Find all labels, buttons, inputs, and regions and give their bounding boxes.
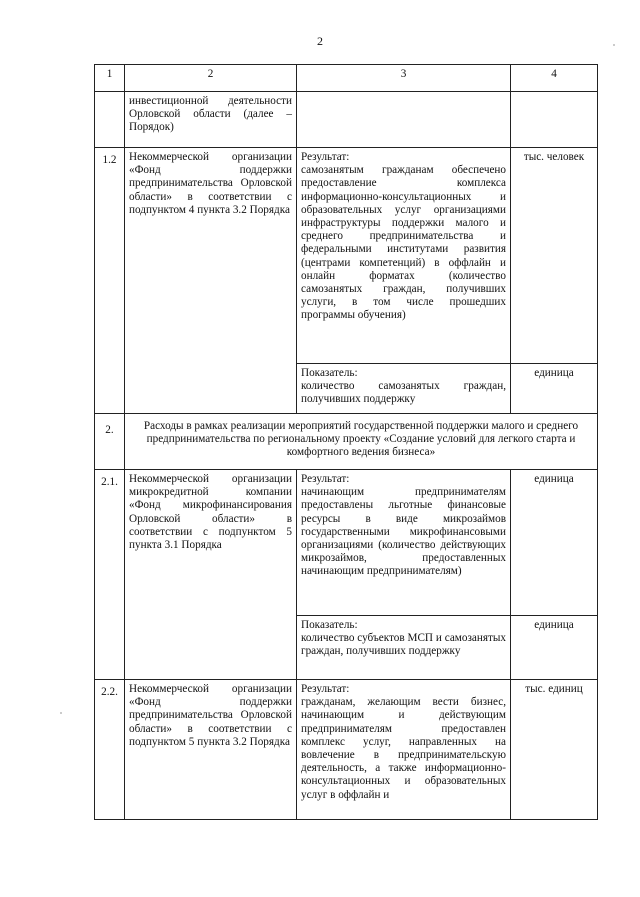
organization-cell: инвестиционной деятельности Орловской области (далее – Порядок)	[125, 92, 297, 148]
header-cell: 4	[511, 65, 598, 92]
unit-cell: тыс. человек	[511, 148, 598, 364]
section-number: 2.	[95, 414, 125, 470]
result-cell: Результат: начинающим предпринимателям предоставлены льготные финансовые ресурсы в виде микрозаймов государственными микрофинансовыми организациями (количество действующих микрозаймов, предоставленных начинающим предпринимателям)	[297, 470, 511, 616]
row-number: 1.2	[95, 148, 125, 414]
section-row	[95, 414, 598, 470]
table-row	[95, 92, 598, 148]
unit-cell: тыс. единиц	[511, 680, 598, 820]
organization-cell: Некоммерческой организации микрокредитной компании «Фонд микрофинансирования Орловской области» в соответствии с подпунктом 5 пункта 3.1 Порядка	[125, 470, 297, 680]
organization-cell: Некоммерческой организации «Фонд поддержки предпринимательства Орловской области» в соответствии с подпунктом 5 пункта 3.2 Порядка	[125, 680, 297, 820]
table-row	[95, 680, 598, 820]
unit-cell: единица	[511, 470, 598, 616]
result-cell	[297, 92, 511, 148]
page-number: 2	[317, 34, 323, 48]
indicator-cell: Показатель: количество субъектов МСП и самозанятых граждан, получивших поддержку	[297, 616, 511, 680]
funding-table	[94, 64, 598, 820]
table-row	[95, 470, 598, 616]
unit-cell: единица	[511, 616, 598, 680]
header-cell: 3	[297, 65, 511, 92]
section-title: Расходы в рамках реализации мероприятий государственной поддержки малого и среднего предпринимательства по региональному проекту «Создание условий для легкого старта и комфортного ведения бизнеса»	[125, 414, 598, 470]
unit-cell: единица	[511, 364, 598, 414]
table-header-row	[95, 65, 598, 92]
organization-cell: Некоммерческой организации «Фонд поддержки предпринимательства Орловской области» в соответствии с подпунктом 4 пункта 3.2 Порядка	[125, 148, 297, 414]
result-cell: Результат: гражданам, желающим вести бизнес, начинающим и действующим предпринимателям предоставлен комплекс услуг, направленных на вовлечение в предпринимательскую деятельность, а также информационно-консультационных и образовательных услуг в оффлайн и	[297, 680, 511, 820]
table-row	[95, 148, 598, 364]
indicator-cell: Показатель: количество самозанятых граждан, получивших поддержку	[297, 364, 511, 414]
header-cell: 1	[95, 65, 125, 92]
header-cell: 2	[125, 65, 297, 92]
scan-speck	[60, 712, 62, 714]
unit-cell	[511, 92, 598, 148]
scan-speck	[613, 44, 615, 46]
row-number: 2.1.	[95, 470, 125, 680]
row-number: 2.2.	[95, 680, 125, 820]
row-number	[95, 92, 125, 148]
result-cell: Результат: самозанятым гражданам обеспечено предоставление комплекса информационно-консультационных и образовательных услуг организациями инфраструктуры поддержки малого и среднего предпринимательства и федеральными институтами развития (центрами компетенций) в оффлайн и онлайн форматах (количество самозанятых граждан, получивших услуги, в том числе прошедших программы обучения)	[297, 148, 511, 364]
